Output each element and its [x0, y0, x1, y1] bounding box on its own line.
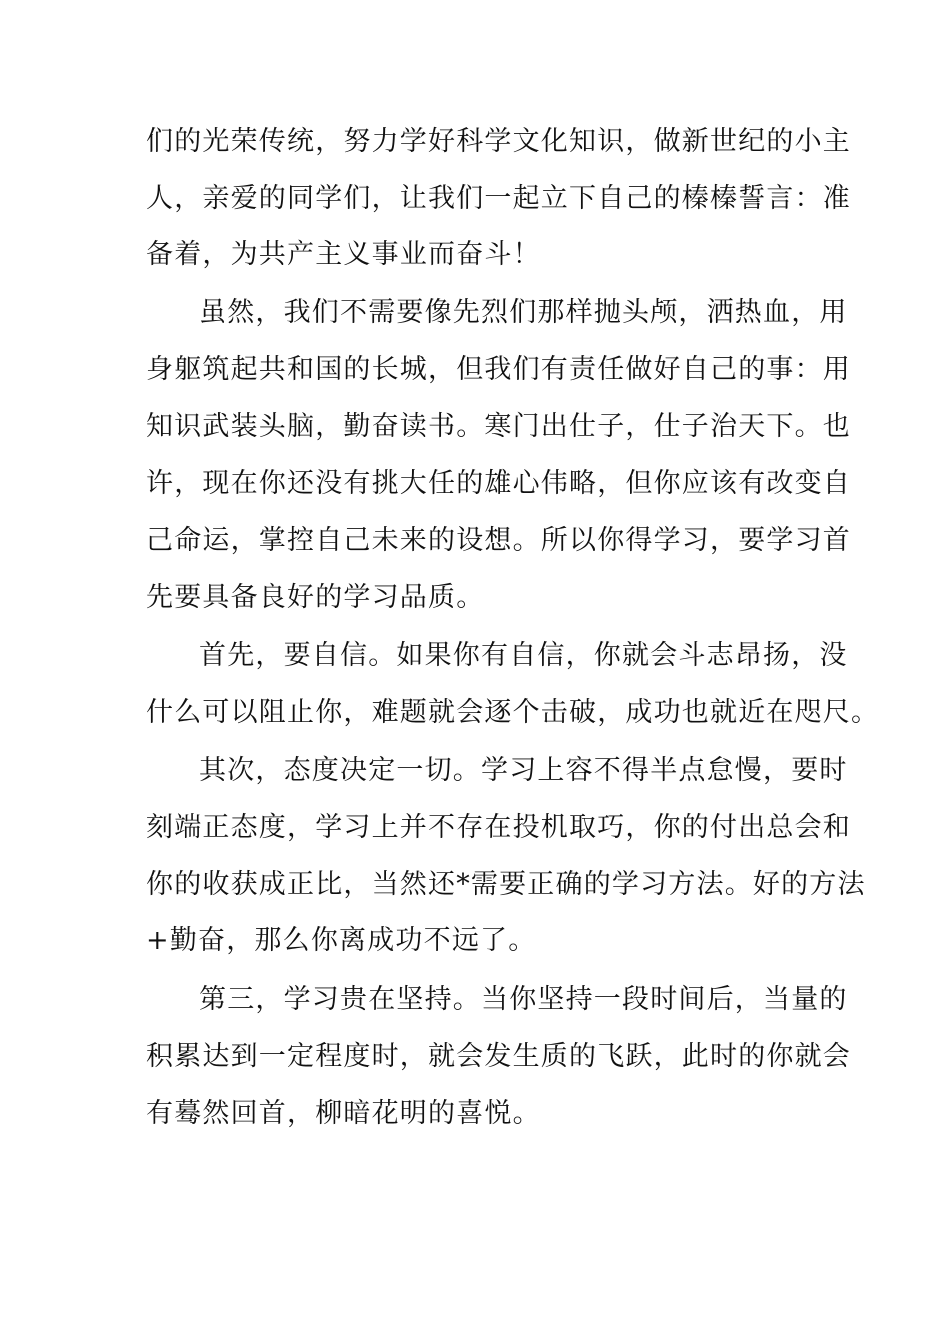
- paragraph-first-line: 虽然，我们不需要像先烈们那样抛头颅，洒热血，用: [199, 297, 848, 328]
- text-line: 人，亲爱的同学们，让我们一起立下自己的榛榛誓言：准: [146, 183, 851, 214]
- paragraph-first-line: 第三，学习贵在坚持。当你坚持一段时间后，当量的: [199, 984, 848, 1015]
- text-line: 刻端正态度，学习上并不存在投机取巧，你的付出总会和: [146, 812, 851, 843]
- text-line: 身躯筑起共和国的长城，但我们有责任做好自己的事：用: [146, 354, 851, 385]
- text-line: 们的光荣传统，努力学好科学文化知识，做新世纪的小主: [146, 126, 851, 157]
- text-line: 备着，为共产主义事业而奋斗！: [146, 239, 541, 270]
- paragraph-first-line: 其次，态度决定一切。学习上容不得半点怠慢，要时: [199, 755, 848, 786]
- text-line: 先要具备良好的学习品质。: [146, 582, 485, 613]
- text-line: +勤奋，那么你离成功不远了。: [146, 925, 537, 956]
- text-line: 你的收获成正比，当然还*需要正确的学习方法。好的方法: [146, 869, 866, 900]
- text-line: 什么可以阻止你，难题就会逐个击破，成功也就近在咫尺。: [146, 697, 880, 728]
- paragraph-first-line: 首先，要自信。如果你有自信，你就会斗志昂扬，没: [199, 640, 848, 671]
- text-line: 知识武装头脑，勤奋读书。寒门出仕子，仕子治天下。也: [146, 411, 851, 442]
- text-line: 积累达到一定程度时，就会发生质的飞跃，此时的你就会: [146, 1041, 851, 1072]
- text-line: 许，现在你还没有挑大任的雄心伟略，但你应该有改变自: [146, 468, 851, 499]
- text-line: 己命运，掌控自己未来的设想。所以你得学习，要学习首: [146, 525, 851, 556]
- text-line: 有蓦然回首，柳暗花明的喜悦。: [146, 1098, 541, 1129]
